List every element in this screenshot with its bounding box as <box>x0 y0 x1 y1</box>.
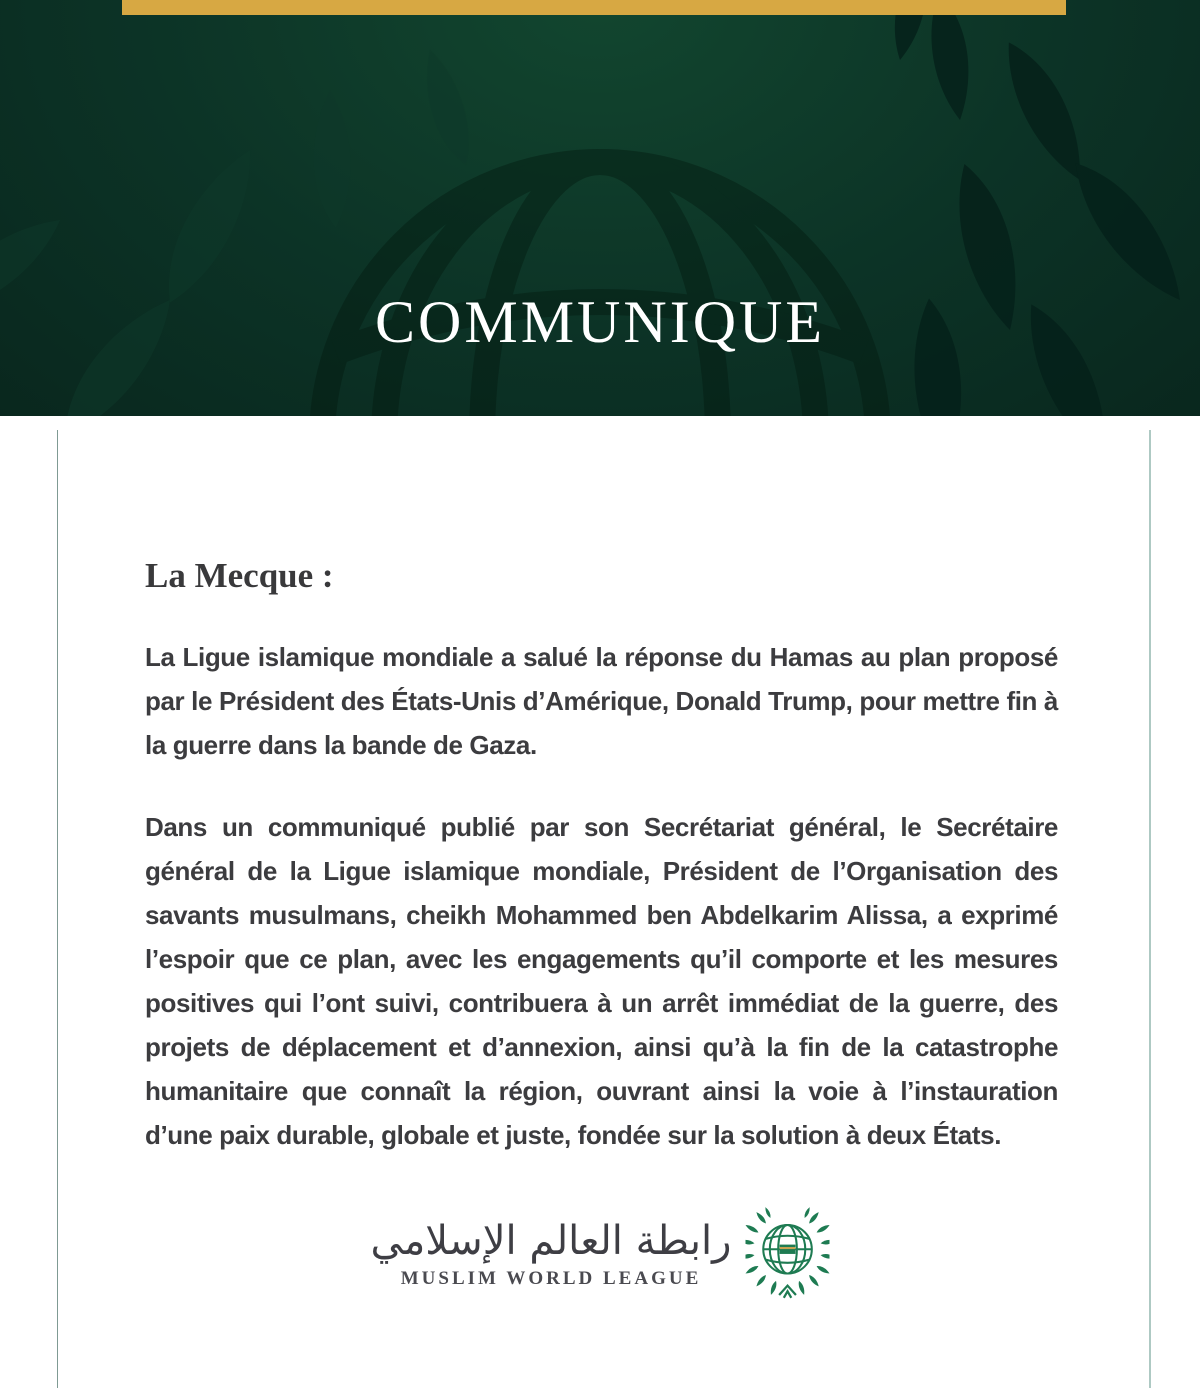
header-banner <box>0 0 1200 416</box>
communique-body <box>0 430 1200 1388</box>
page-title: COMMUNIQUE <box>375 289 825 355</box>
mwl-globe-wreath-icon <box>745 1205 829 1301</box>
paragraph-1: La Ligue islamique mondiale a salué la réponse du Hamas au plan proposé par le Président des États-Unis d’Amérique, Donald Trump, pour mettre fin à la guerre dans la bande de Gaza. <box>145 642 1058 760</box>
dateline-heading: La Mecque : <box>145 556 334 595</box>
mwl-arabic-wordmark: رابطة العالم الإسلامي <box>370 1218 732 1264</box>
mwl-wordmark <box>371 1215 732 1291</box>
paragraph-2: Dans un communiqué publié par son Secrétariat général, le Secrétaire général de la Ligue islamique mondiale, Président de l’Organisation des savants musulmans, cheikh Mohammed ben Abdelkarim Alissa, a exprimé l’espoir que ce plan, avec les engagements qu’il comporte et les mesures positives qui l’ont suivi, contribuera à un arrêt immédiat de la guerre, des projets de déplacement et d’annexion, ainsi qu’à la fin de la catastrophe humanitaire que connaît la région, ouvrant ainsi la voie à l’instauration d’une paix durable, globale et juste, fondée sur la solution à deux États. <box>145 812 1058 1150</box>
wreath-stems <box>779 1286 796 1298</box>
right-margin-rule <box>1149 430 1151 1388</box>
left-margin-rule <box>57 430 58 1388</box>
wreath-right-branch <box>797 1206 829 1295</box>
mwl-logo <box>371 1205 830 1301</box>
kaaba-icon <box>780 1245 796 1254</box>
gold-accent-bar <box>122 0 1066 15</box>
wreath-left-branch <box>745 1206 777 1295</box>
mwl-latin-wordmark: MUSLIM WORLD LEAGUE <box>400 1268 702 1289</box>
